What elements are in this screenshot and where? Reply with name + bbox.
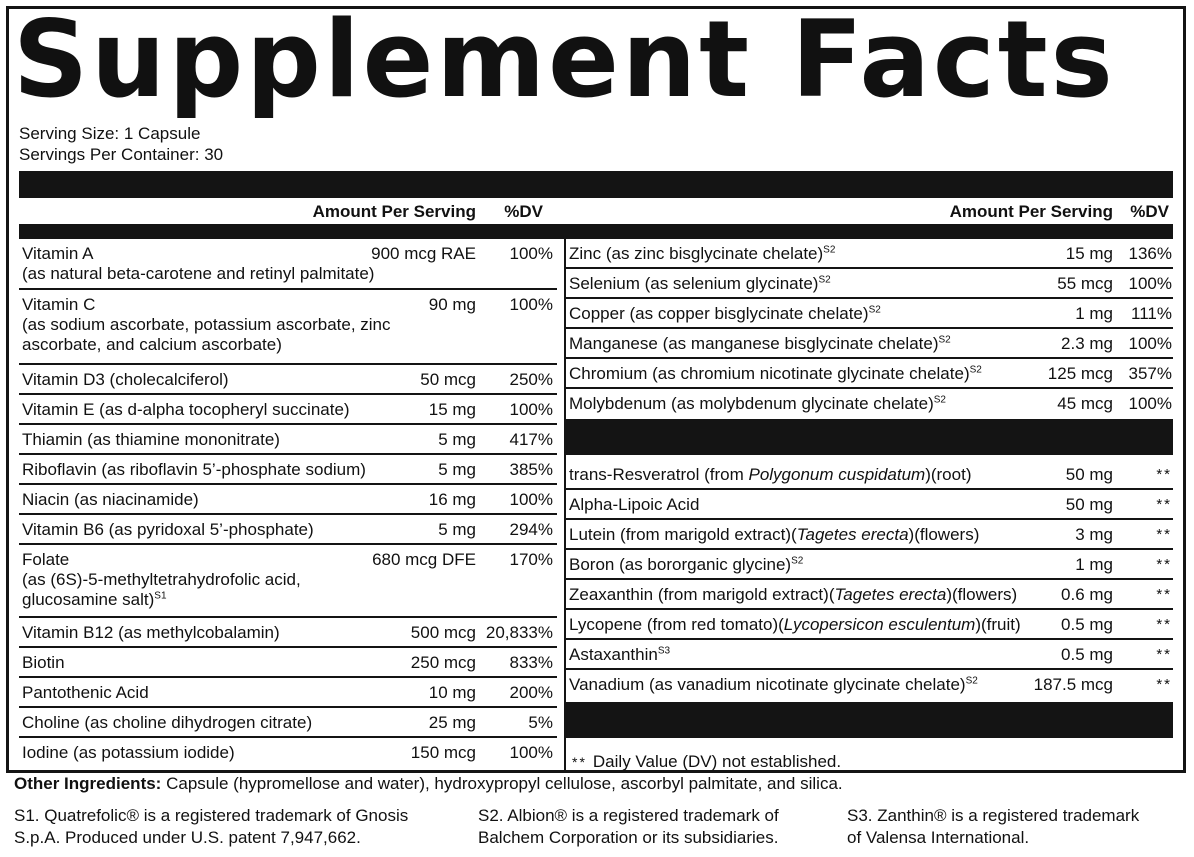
nutrient-row-zinc [566,239,1173,269]
nutrient-dv: 100% [509,400,553,419]
footnote-marker: S1 [154,590,167,602]
nutrient-dv: ** [1156,676,1172,693]
nutrient-amount: 50 mg [1065,495,1113,514]
nutrient-amount: 125 mcg [1047,364,1113,383]
nutrient-amount: 250 mcg [410,653,476,672]
dv-label: %DV [1130,202,1169,221]
nutrient-dv: 385% [509,460,553,479]
serving-size: Serving Size: 1 Capsule [19,124,201,143]
nutrient-amount: 10 mg [428,683,476,702]
nutrient-row-vitamin-e [19,395,557,425]
plant-part: )(root) [925,465,972,484]
nutrient-row-vitamin-a [19,239,557,290]
nutrient-name-text: Zeaxanthin (from marigold extract)( [569,585,835,604]
nutrient-name-text: Lycopene (from red tomato)( [569,615,784,634]
botanical-name: Polygonum cuspidatum [748,465,926,484]
nutrient-name [569,525,979,545]
nutrient-name [569,334,951,354]
nutrient-name: Vitamin D3 (cholecalciferol) [22,370,229,389]
nutrient-dv: 250% [509,370,553,389]
footnote-marker: S2 [868,304,881,316]
nutrient-name: Folate [22,550,70,569]
nutrient-amount: 25 mg [428,713,476,732]
nutrient-name-text: Copper (as copper bisglycinate chelate) [569,304,869,323]
nutrient-dv: 200% [509,683,553,702]
right-column-header [564,198,1173,224]
nutrient-amount: 0.6 mg [1061,585,1113,604]
nutrient-amount: 55 mcg [1057,274,1113,293]
nutrient-name-text: Zinc (as zinc bisglycinate chelate) [569,244,824,263]
nutrient-source-text: (as (6S)-5-methyltetrahydrofolic acid, glucosamine salt) [22,570,301,609]
nutrient-row-pantothenic-acid [19,678,557,708]
nutrient-dv: 417% [509,430,553,449]
footnote-s2: S2. Albion® is a registered trademark of Balchem Corporation or its subsidiaries. [478,806,779,847]
nutrient-dv: 100% [1128,334,1172,353]
nutrient-amount: 1 mg [1075,304,1113,323]
nutrient-name: Pantothenic Acid [22,683,149,702]
nutrient-dv: 100% [509,743,553,762]
other-ingredients-label: Other Ingredients: [14,774,162,793]
nutrient-row-lutein [566,520,1173,550]
botanical-name: Tagetes erecta [796,525,909,544]
left-column-header [19,198,557,224]
section-divider [566,419,1173,455]
botanical-name: Tagetes erecta [834,585,947,604]
nutrient-amount: 500 mcg [410,623,476,642]
footnote-s3: S3. Zanthin® is a registered trademark of Valensa International. [847,806,1140,847]
nutrient-name: Vitamin A [22,244,94,263]
nutrient-name-text: Selenium (as selenium glycinate) [569,274,819,293]
nutrient-amount: 3 mg [1075,525,1113,544]
nutrient-amount: 15 mg [1065,244,1113,263]
nutrient-row-boron [566,550,1173,580]
supplement-facts-panel [6,0,1186,773]
dv-note-text: Daily Value (DV) not established. [592,752,842,771]
nutrient-amount: 16 mg [428,490,476,509]
nutrient-dv: ** [1156,586,1172,603]
nutrient-dv: 170% [509,550,553,569]
nutrient-name [569,675,978,695]
nutrient-amount: 2.3 mg [1061,334,1113,353]
nutrient-row-vitamin-b6 [19,515,557,545]
thick-divider [19,171,1173,198]
nutrient-amount: 90 mg [428,295,476,314]
nutrient-amount: 50 mg [1065,465,1113,484]
minerals-column [564,239,1173,770]
plant-part: )(flowers) [946,585,1018,604]
nutrient-dv: 100% [509,490,553,509]
nutrient-dv: 357% [1128,364,1172,383]
footnote-marker: S2 [791,555,804,567]
dv-note-stars: ** [572,754,587,770]
footnote-marker: S2 [965,675,978,687]
nutrient-name [569,615,1021,635]
nutrient-dv: 100% [509,244,553,263]
nutrient-row-alpha-lipoic-acid [566,490,1173,520]
nutrient-name-text: Astaxanthin [569,645,658,664]
nutrient-row-copper [566,299,1173,329]
nutrient-name [569,364,982,384]
other-ingredients [14,774,843,794]
nutrient-row-astaxanthin [566,640,1173,670]
nutrient-name-text: Molybdenum (as molybdenum glycinate chelate) [569,394,934,413]
nutrient-row-choline [19,708,557,738]
nutrient-row-zeaxanthin [566,580,1173,610]
footnote-marker: S2 [933,394,946,406]
nutrient-name [569,244,835,264]
nutrient-dv: ** [1156,646,1172,663]
nutrient-name [569,585,1017,605]
nutrient-name: Vitamin C [22,295,96,314]
nutrient-amount: 150 mcg [410,743,476,762]
nutrient-name: Thiamin (as thiamine mononitrate) [22,430,280,449]
servings-per-container: Servings Per Container: 30 [19,145,224,164]
footnote-marker: S2 [818,274,831,286]
dv-not-established-note [572,752,841,772]
nutrient-name-text: Vanadium (as vanadium nicotinate glycinate chelate) [569,675,966,694]
footnote-s1: S1. Quatrefolic® is a registered trademark of Gnosis S.p.A. Produced under U.S. patent 7,947,662. [14,806,409,847]
dv-label: %DV [504,202,543,221]
nutrient-name: Iodine (as potassium iodide) [22,743,235,762]
nutrient-amount: 0.5 mg [1061,615,1113,634]
nutrient-row-iodine [19,738,557,770]
plant-part: )(flowers) [908,525,980,544]
nutrient-name: Vitamin B12 (as methylcobalamin) [22,623,280,642]
nutrient-name: Vitamin E (as d-alpha tocopheryl succinate) [22,400,350,419]
nutrient-dv: ** [1156,466,1172,483]
nutrient-row-vitamin-d3 [19,365,557,395]
nutrient-dv: 111% [1131,304,1172,323]
nutrient-row-molybdenum [566,389,1173,419]
nutrient-amount: 50 mcg [420,370,476,389]
nutrient-name-text: Manganese (as manganese bisglycinate chelate) [569,334,939,353]
nutrient-amount: 900 mcg RAE [371,244,476,263]
header-divider [19,224,1173,239]
nutrient-row-lycopene [566,610,1173,640]
nutrient-name: Alpha-Lipoic Acid [569,495,700,514]
nutrient-dv: ** [1156,526,1172,543]
nutrient-name: Niacin (as niacinamide) [22,490,199,509]
nutrient-dv: 833% [509,653,553,672]
nutrient-source [22,570,301,610]
nutrient-name [569,394,946,414]
nutrient-row-trans-resveratrol [566,460,1173,490]
nutrient-row-niacin [19,485,557,515]
nutrient-dv: ** [1156,496,1172,513]
nutrient-row-vanadium [566,670,1173,700]
nutrient-dv: ** [1156,616,1172,633]
nutrient-name-text: Boron (as bororganic glycine) [569,555,792,574]
nutrient-source: (as sodium ascorbate, potassium ascorbate, zinc ascorbate, and calcium ascorbate) [22,315,391,354]
nutrient-amount: 1 mg [1075,555,1113,574]
nutrient-name: Riboflavin (as riboflavin 5’-phosphate sodium) [22,460,366,479]
nutrient-amount: 187.5 mcg [1033,675,1113,694]
section-divider [566,702,1173,738]
nutrient-name: Vitamin B6 (as pyridoxal 5’-phosphate) [22,520,314,539]
nutrient-row-selenium [566,269,1173,299]
nutrient-amount: 5 mg [438,520,476,539]
footnote-marker: S3 [657,645,671,657]
plant-part: )(fruit) [975,615,1021,634]
nutrient-name [569,645,670,665]
amount-per-serving-label: Amount Per Serving [312,202,476,221]
nutrient-amount: 5 mg [438,430,476,449]
nutrient-name-text: trans-Resveratrol (from [569,465,749,484]
nutrient-amount: 45 mcg [1057,394,1113,413]
nutrient-row-folate [19,545,557,618]
nutrient-name [569,274,831,294]
nutrient-amount: 0.5 mg [1061,645,1113,664]
nutrient-dv: 100% [1128,274,1172,293]
nutrient-dv: 100% [1128,394,1172,413]
other-ingredients-text: Capsule (hypromellose and water), hydroxypropyl cellulose, ascorbyl palmitate, and silica. [161,774,843,793]
nutrient-name [569,465,971,485]
serving-info [19,123,223,165]
nutrient-row-chromium [566,359,1173,389]
nutrient-row-riboflavin [19,455,557,485]
nutrient-dv: ** [1156,556,1172,573]
nutrient-row-manganese [566,329,1173,359]
nutrient-name: Biotin [22,653,65,672]
nutrient-row-vitamin-b12 [19,618,557,648]
nutrient-name [569,555,803,575]
vitamins-column [19,239,557,770]
footnote-marker: S2 [969,364,982,376]
botanical-name: Lycopersicon esculentum [783,615,976,634]
amount-per-serving-label: Amount Per Serving [949,202,1113,221]
nutrient-dv: 20,833% [485,623,553,642]
nutrient-dv: 5% [528,713,553,732]
nutrient-row-biotin [19,648,557,678]
nutrient-name-text: Chromium (as chromium nicotinate glycinate chelate) [569,364,970,383]
nutrient-amount: 15 mg [428,400,476,419]
nutrient-name [569,304,881,324]
nutrient-dv: 136% [1128,244,1172,263]
nutrient-name: Choline (as choline dihydrogen citrate) [22,713,313,732]
nutrient-row-thiamin [19,425,557,455]
footnote-marker: S2 [938,334,951,346]
nutrient-row-vitamin-c [19,290,557,365]
panel-title: Supplement Facts [13,0,1116,121]
nutrient-dv: 294% [509,520,553,539]
nutrient-dv: 100% [509,295,553,314]
footnote-marker: S2 [823,244,836,256]
nutrient-amount: 680 mcg DFE [372,550,476,569]
nutrient-amount: 5 mg [438,460,476,479]
nutrient-name-text: Lutein (from marigold extract)( [569,525,797,544]
nutrient-source: (as natural beta-carotene and retinyl palmitate) [22,264,375,283]
